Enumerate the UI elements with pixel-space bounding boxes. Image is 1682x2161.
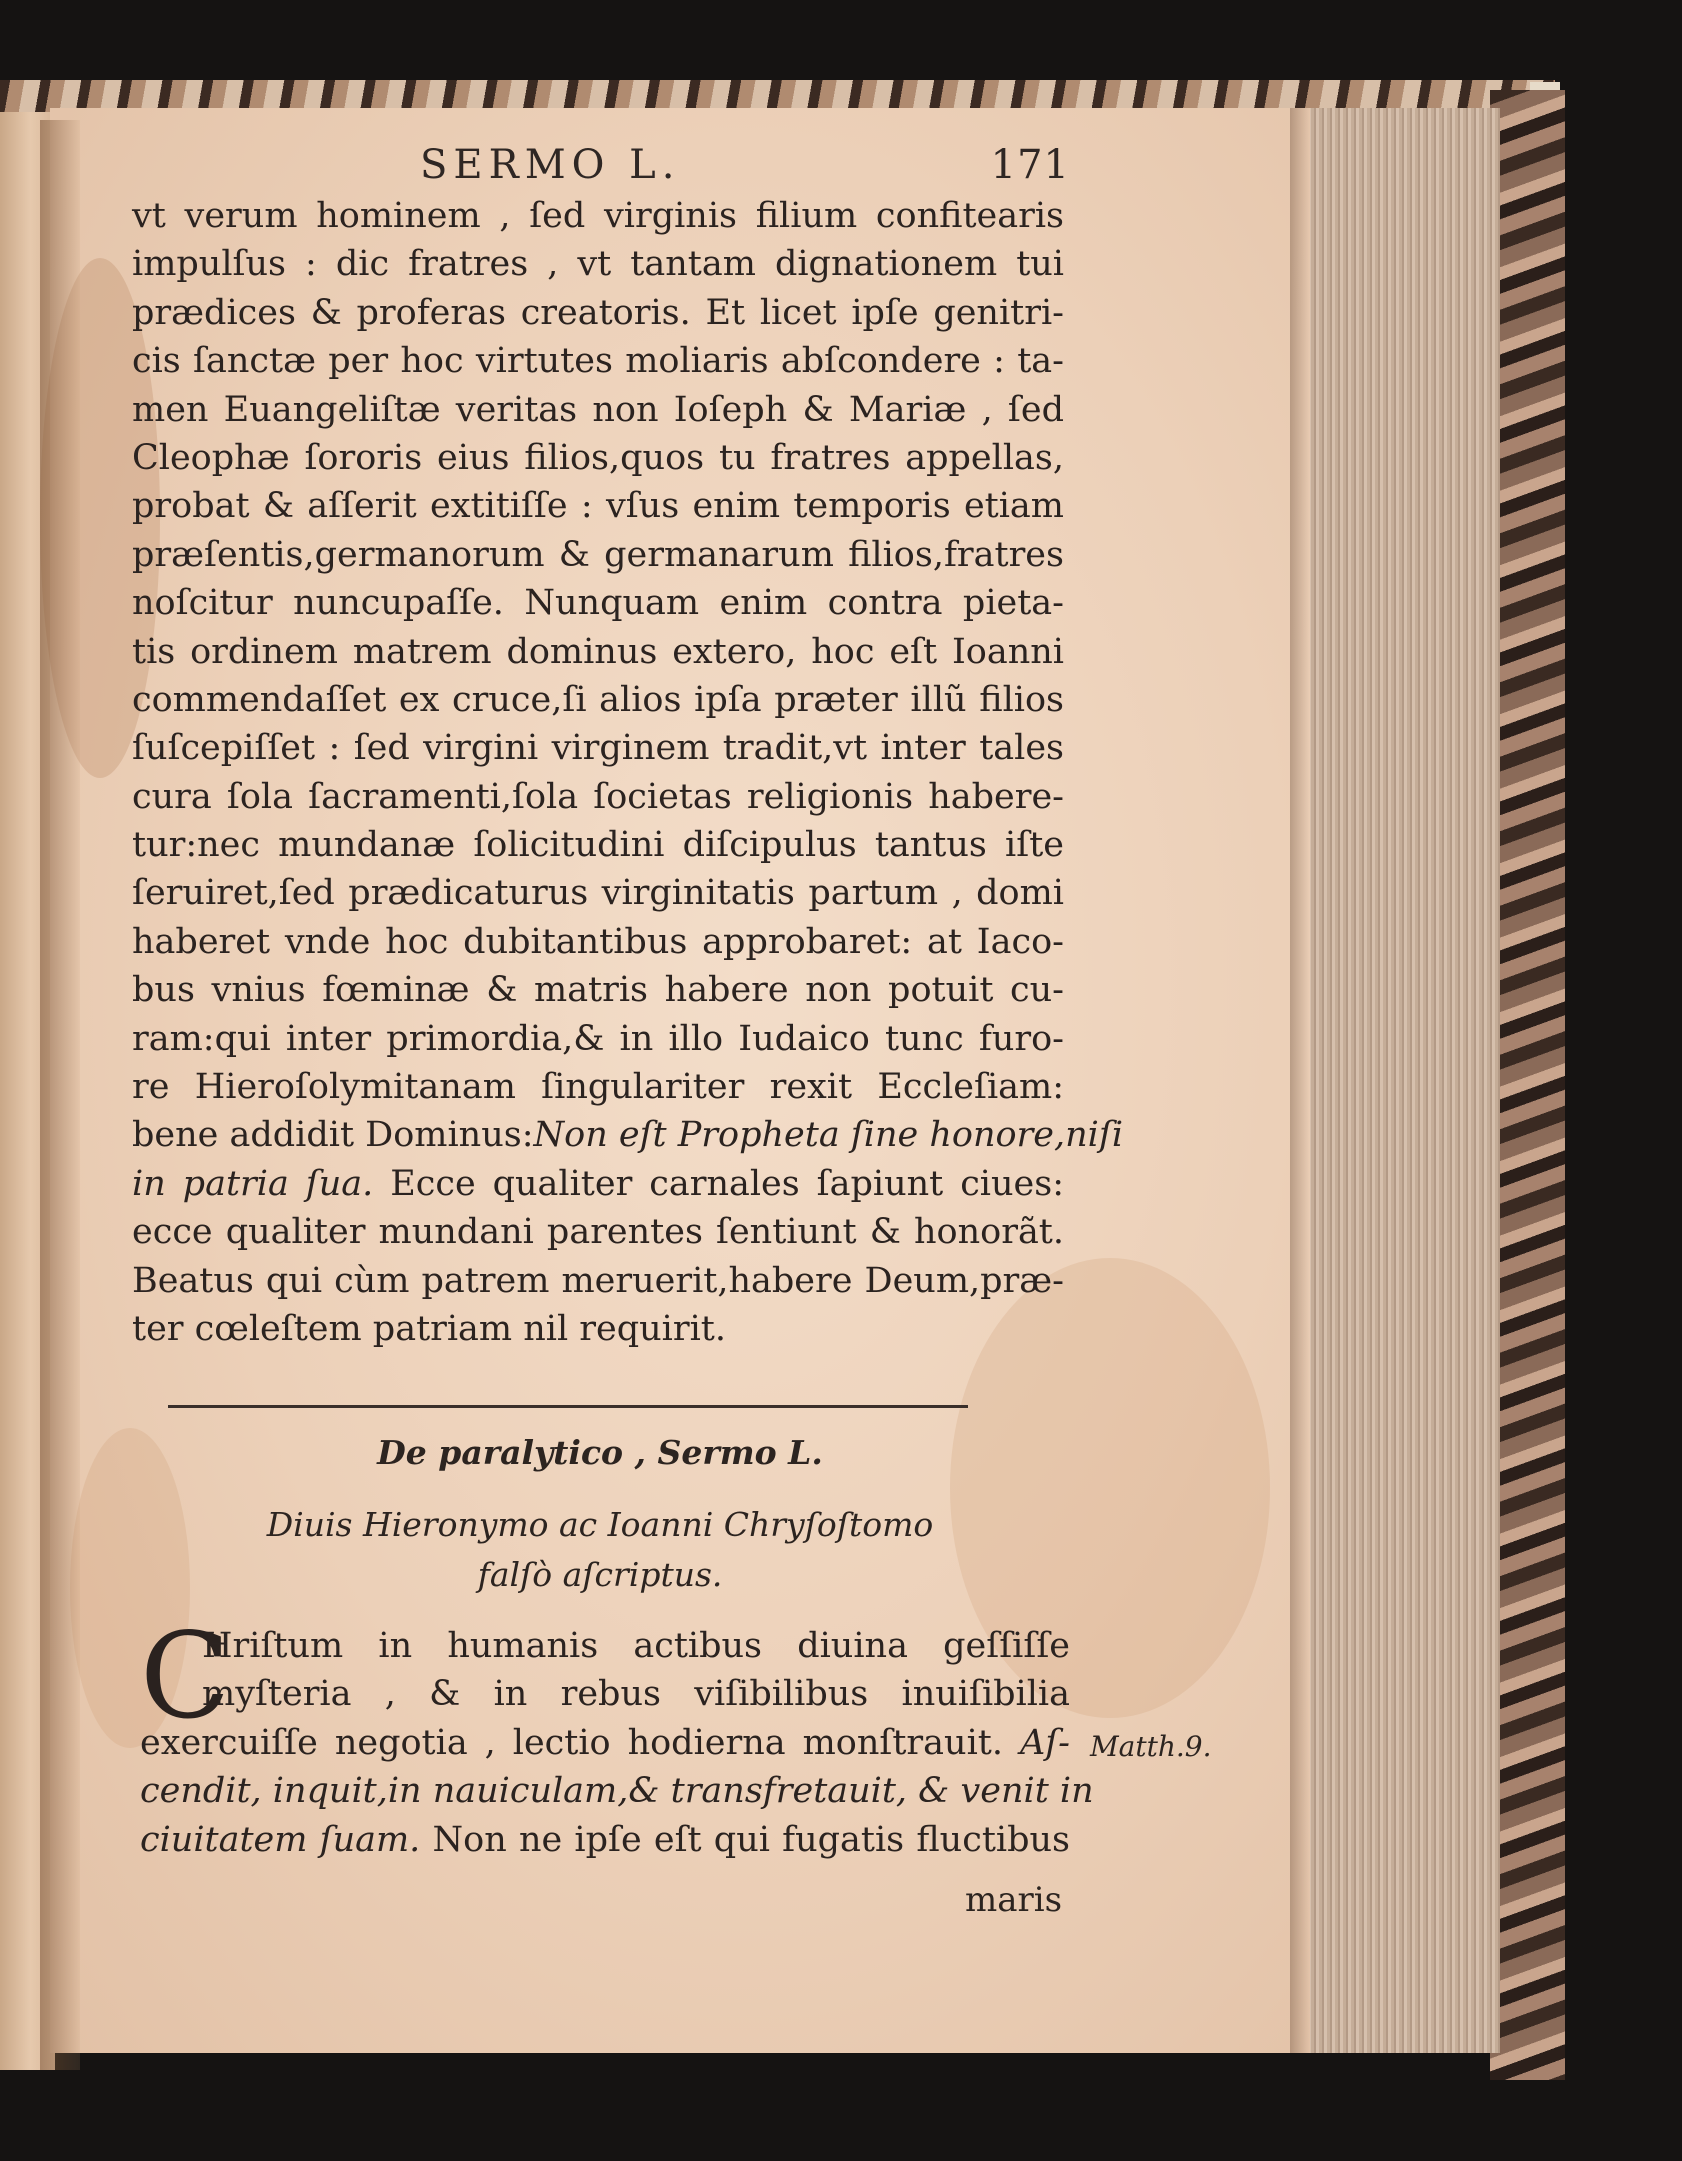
sermon-attribution	[140, 1500, 1060, 1600]
scripture-quote: Aſ-	[1002, 1722, 1070, 1763]
text-line: cura ſola ſacramenti,ſola ſocietas religionis habere-	[132, 776, 1064, 817]
scripture-quote: ciuitatem ſuam.	[140, 1819, 421, 1860]
page-block-fore-edge	[1290, 108, 1500, 2053]
text-line: bus vnius fœminæ & matris habere non potuit cu-	[132, 970, 1064, 1011]
page-number: 171	[990, 142, 1070, 188]
text-line	[140, 1816, 1070, 1864]
text-segment: bene addidit Dominus:	[132, 1115, 534, 1156]
text-segment: Ecce qualiter carnales ſapiunt ciues:	[373, 1163, 1064, 1204]
text-line: commendaſſet ex cruce,ſi alios ipſa præter illũ filios	[132, 679, 1064, 720]
text-line	[140, 1719, 1070, 1767]
scripture-quote: in patria ſua.	[132, 1163, 374, 1204]
text-line: probat & aſſerit extitiſſe : vſus enim temporis etiam	[132, 486, 1064, 527]
text-line: vt verum hominem , ſed virginis filium confitearis	[132, 196, 1064, 236]
section-rule	[168, 1405, 968, 1408]
text-line	[132, 1160, 1064, 1208]
text-segment: exercuiſſe negotia , lectio hodierna monſtrauit.	[140, 1722, 1003, 1763]
text-line: ter cœleſtem patriam nil requirit.	[132, 1308, 726, 1349]
text-line: myſteria , & in rebus viſibilibus inuiſibilia	[202, 1674, 1070, 1715]
sermon-heading: De paralytico , Sermo L.	[377, 1433, 823, 1472]
scripture-quote: cendit, inquit,in nauiculam,& transfretauit, & venit in	[140, 1771, 1094, 1812]
text-line: ſeruiret,ſed prædicaturus virginitatis partum , domi	[132, 873, 1064, 914]
text-line: cis ſanctæ per hoc virtutes moliaris abſcondere : ta-	[132, 341, 1064, 382]
text-line: re Hieroſolymitanam ſingulariter rexit Eccleſiam:	[132, 1067, 1064, 1108]
text-line: Cleophæ ſororis eius filios,quos tu fratres appellas,	[132, 437, 1064, 478]
text-line: haberet vnde hoc dubitantibus approbaret: at Iaco-	[132, 921, 1064, 962]
text-line: ram:qui inter primordia,& in illo Iudaico tunc furo-	[132, 1018, 1064, 1059]
scripture-quote: Non eſt Propheta ſine honore,niſi	[533, 1115, 1124, 1156]
sermon-opening	[140, 1607, 1094, 1864]
text-line: tis ordinem matrem dominus extero, hoc eſt Ioanni	[132, 631, 1064, 672]
running-title: SERMO L.	[420, 142, 681, 188]
text-line: noſcitur nuncupaſſe. Nunquam enim contra pieta-	[132, 583, 1064, 624]
running-head	[420, 142, 1220, 192]
text-segment: Non ne ipſe eſt qui fugatis fluctibus	[420, 1819, 1070, 1860]
catchword: maris	[965, 1880, 1063, 1920]
attribution-line: falſò aſcriptus.	[477, 1555, 723, 1594]
text-line: men Euangeliſtæ veritas non Ioſeph & Mariæ , ſed	[132, 389, 1064, 430]
fore-edge-shadow	[1290, 108, 1310, 2053]
body-text	[132, 192, 1124, 1353]
text-line: ſuſcepiſſet : ſed virgini virginem tradit,vt inter tales	[132, 728, 1064, 769]
text-line	[132, 1111, 1124, 1159]
text-line: prædices & proferas creatoris. Et licet ipſe genitri-	[132, 292, 1064, 333]
gutter-shadow	[40, 120, 80, 2070]
drop-cap: C	[140, 1607, 231, 1745]
text-line: Beatus qui cùm patrem meruerit,habere Deum,præ-	[132, 1260, 1064, 1301]
text-line: tur:nec mundanæ ſolicitudini diſcipulus tantus iſte	[132, 825, 1064, 866]
text-line: impulſus : dic fratres , vt tantam dignationem tui	[132, 244, 1064, 285]
text-line	[140, 1767, 1094, 1815]
attribution-line: Diuis Hieronymo ac Ioanni Chryſoſtomo	[266, 1505, 934, 1544]
marginal-reference: Matth.9.	[1090, 1730, 1212, 1763]
marbled-cover-board	[1490, 90, 1565, 2080]
text-line: ecce qualiter mundani parentes ſentiunt & honorãt.	[132, 1212, 1064, 1253]
text-line: præſentis,germanorum & germanarum filios,fratres	[132, 534, 1064, 575]
text-line: Hriſtum in humanis actibus diuina geſſiſſe	[202, 1626, 1070, 1666]
